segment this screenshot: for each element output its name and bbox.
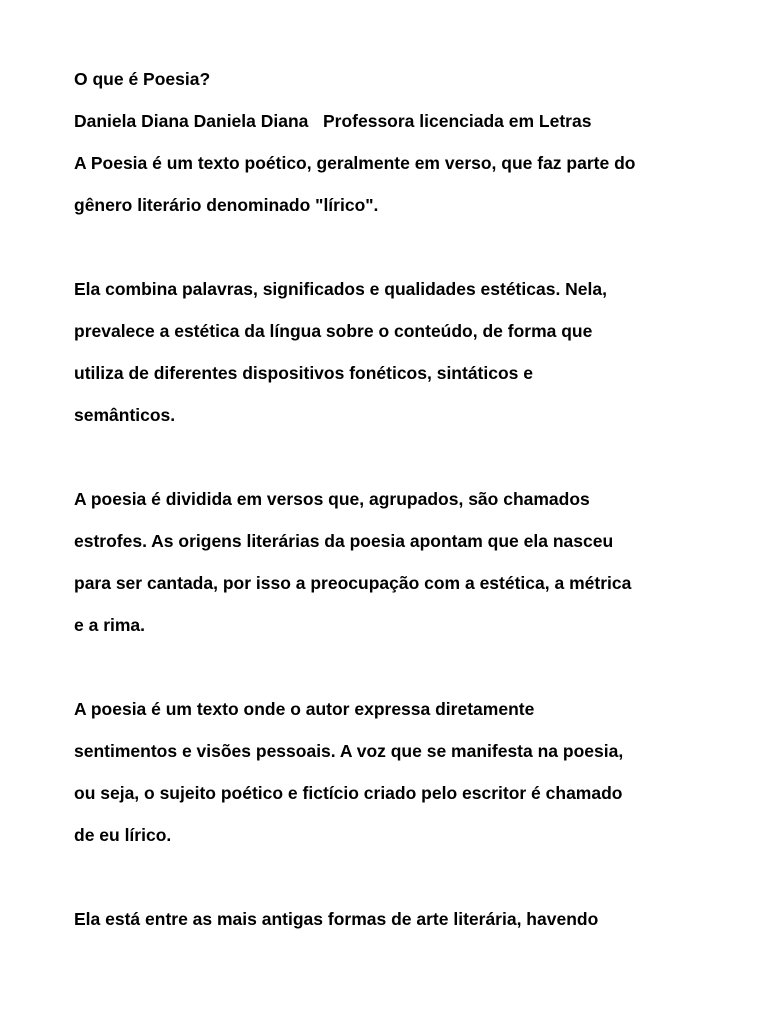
text-line: Ela está entre as mais antigas formas de arte literária, havendo bbox=[74, 909, 599, 929]
text-line: ou seja, o sujeito poético e fictício criado pelo escritor é chamado bbox=[74, 783, 623, 803]
document-title: O que é Poesia? bbox=[74, 69, 211, 89]
text-line: A Poesia é um texto poético, geralmente em verso, que faz parte do bbox=[74, 153, 636, 173]
text-line: A poesia é um texto onde o autor expressa diretamente bbox=[74, 699, 535, 719]
text-line: sentimentos e visões pessoais. A voz que se manifesta na poesia, bbox=[74, 741, 624, 761]
text-line: Ela combina palavras, significados e qualidades estéticas. Nela, bbox=[74, 279, 607, 299]
text-line: estrofes. As origens literárias da poesia apontam que ela nasceu bbox=[74, 531, 614, 551]
text-line: semânticos. bbox=[74, 405, 176, 425]
text-line: para ser cantada, por isso a preocupação com a estética, a métrica bbox=[74, 573, 632, 593]
text-line: prevalece a estética da língua sobre o conteúdo, de forma que bbox=[74, 321, 593, 341]
text-line: A poesia é dividida em versos que, agrupados, são chamados bbox=[74, 489, 590, 509]
author-byline: Daniela Diana Daniela Diana Professora licenciada em Letras bbox=[74, 111, 592, 131]
text-line: utiliza de diferentes dispositivos fonéticos, sintáticos e bbox=[74, 363, 533, 383]
text-line: de eu lírico. bbox=[74, 825, 172, 845]
text-line: gênero literário denominado "lírico". bbox=[74, 195, 379, 215]
text-line: e a rima. bbox=[74, 615, 146, 635]
